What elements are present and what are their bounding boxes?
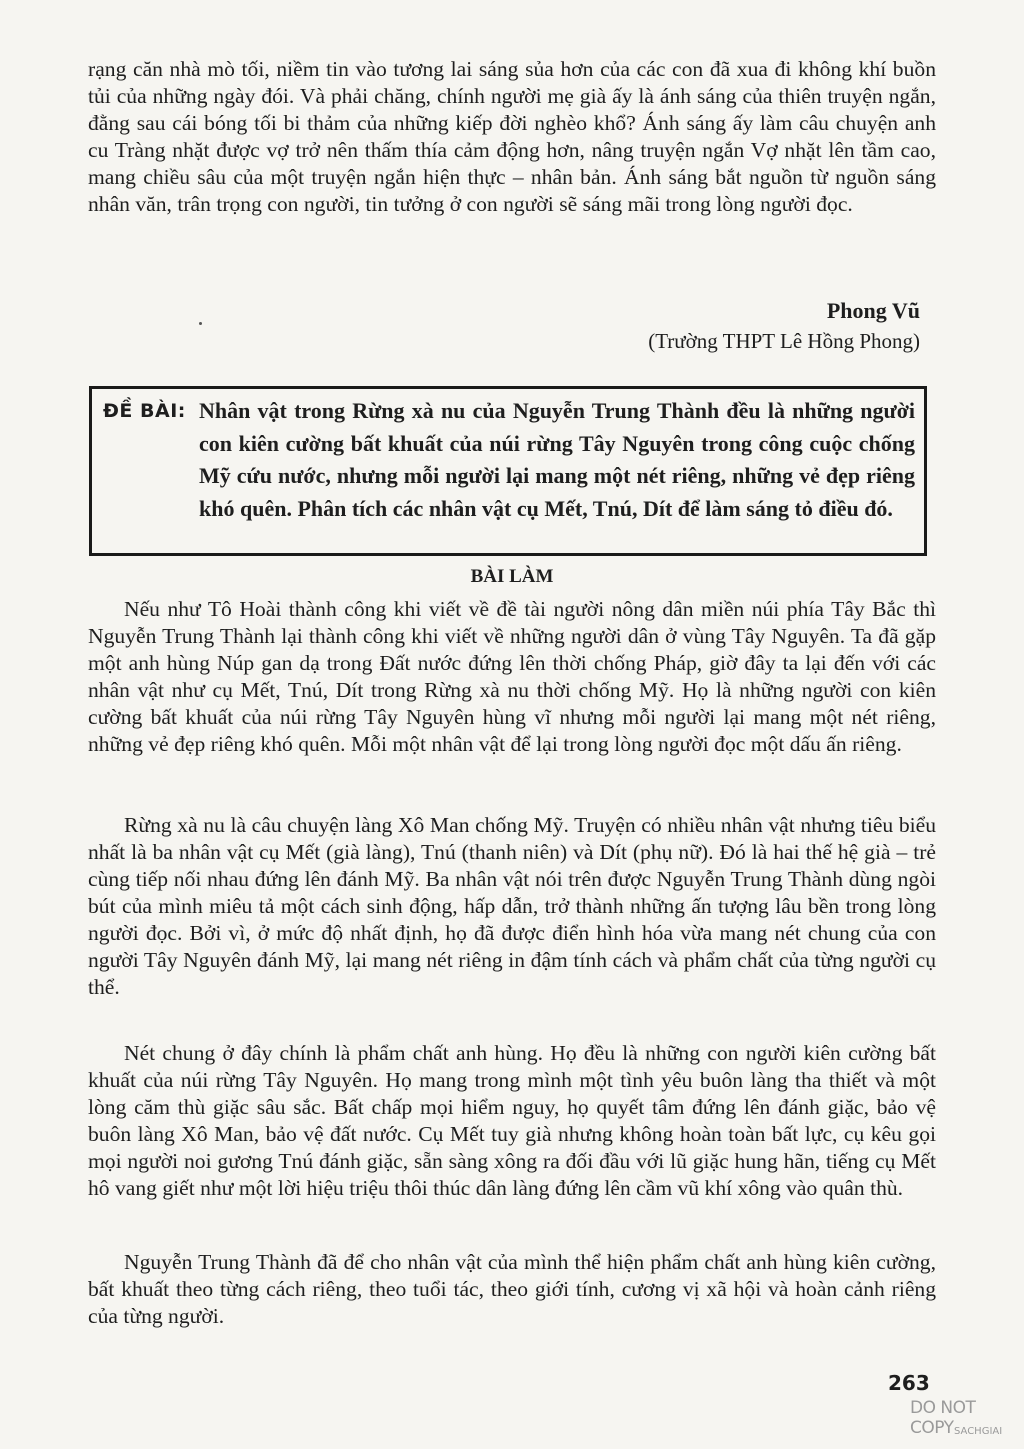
exercise-label: ĐỀ BÀI: <box>103 400 186 422</box>
page-number: 263 <box>888 1371 930 1395</box>
essay-paragraph-2: Rừng xà nu là câu chuyện làng Xô Man chống Mỹ. Truyện có nhiều nhân vật nhưng tiêu biểu nhất là ba nhân vật cụ Mết (già làng), Tnú (thanh niên) và Dít (phụ nữ). Đó là hai thế hệ già – trẻ cùng tiếp nối nhau đứng lên đánh Mỹ. Ba nhân vật nói trên được Nguyễn Trung Thành dùng ngòi bút của mình miêu tả một cách sinh động, hấp dẫn, trở thành những ấn tượng lâu bền trong lòng người đọc. Bởi vì, ở mức độ nhất định, họ đã được điển hình hóa vừa mang nét chung của con người Tây Nguyên đánh Mỹ, lại mang nét riêng in đậm tính cách và phẩm chất của từng người cụ thể. <box>88 813 936 999</box>
essay-heading: BÀI LÀM <box>470 566 554 587</box>
closing-paragraph: rạng căn nhà mò tối, niềm tin vào tương lai sáng sủa hơn của các con đã xua đi không khí buồn tủi của những ngày đói. Và phải chăng, chính người mẹ già ấy là ánh sáng của thiên truyện ngắn, đằng sau cái bóng tối bi thảm của những kiếp đời nghèo khổ? Ánh sáng ấy làm câu chuyện anh cu Tràng nhặt được vợ trở nên thấm thía cảm động hơn, nâng truyện ngắn Vợ nhặt lên tầm cao, mang chiều sâu của một truyện ngắn hiện thực – nhân bản. Ánh sáng bắt nguồn từ nguồn sáng nhân văn, trân trọng con người, tin tưởng ở con người sẽ sáng mãi trong lòng người đọc. <box>88 57 936 216</box>
essay-paragraph-3: Nét chung ở đây chính là phẩm chất anh hùng. Họ đều là những con người kiên cường bất khuất của núi rừng Tây Nguyên. Họ mang trong mình một tình yêu buôn làng tha thiết và một lòng căm thù giặc sâu sắc. Bất chấp mọi hiểm nguy, họ quyết tâm đứng lên đánh giặc, bảo vệ buôn làng Xô Man, bảo vệ đất nước. Cụ Mết tuy già nhưng không hoàn toàn bất lực, cụ kêu gọi mọi người noi gương Tnú đánh giặc, sẵn sàng xông ra đối đầu với lũ giặc hung hãn, tiếng cụ Mết hô vang giết như một lời hiệu triệu thôi thúc dân làng đứng lên cầm vũ khí xông vào quân thù. <box>88 1041 936 1200</box>
watermark-logo <box>910 1396 1018 1446</box>
watermark-subtext: SACHGIAI <box>954 1426 1003 1437</box>
watermark-text: DO NOT COPY <box>910 1398 976 1438</box>
essay-paragraph-1: Nếu như Tô Hoài thành công khi viết về đề tài người nông dân miền núi phía Tây Bắc thì Nguyễn Trung Thành lại thành công khi viết về những người dân ở vùng Tây Nguyên. Ta đã gặp một anh hùng Núp gan dạ trong Đất nước đứng lên thời chống Pháp, giờ đây ta lại đến với các nhân vật như cụ Mết, Tnú, Dít trong Rừng xà nu thời chống Mỹ. Họ là những người con kiên cường bất khuất của núi rừng Tây Nguyên hùng vĩ nhưng mỗi người lại mang một nét riêng, những vẻ đẹp riêng khó quên. Mỗi một nhân vật để lại trong lòng người đọc một dấu ấn riêng. <box>88 597 936 756</box>
author-name: Phong Vũ <box>826 298 920 323</box>
ink-speck <box>199 322 202 325</box>
exercise-text: Nhân vật trong Rừng xà nu của Nguyễn Trung Thành đều là những người con kiên cường bất khuất của núi rừng Tây Nguyên trong công cuộc chống Mỹ cứu nước, nhưng mỗi người lại mang một nét riêng, những vẻ đẹp riêng khó quên. Phân tích các nhân vật cụ Mết, Tnú, Dít để làm sáng tỏ điều đó. <box>199 398 915 521</box>
essay-paragraph-4: Nguyễn Trung Thành đã để cho nhân vật của mình thể hiện phẩm chất anh hùng kiên cường, bất khuất theo từng cách riêng, theo tuổi tác, theo giới tính, cương vị xã hội và hoàn cảnh riêng của từng người. <box>88 1250 936 1328</box>
author-school: (Trường THPT Lê Hồng Phong) <box>648 329 920 353</box>
